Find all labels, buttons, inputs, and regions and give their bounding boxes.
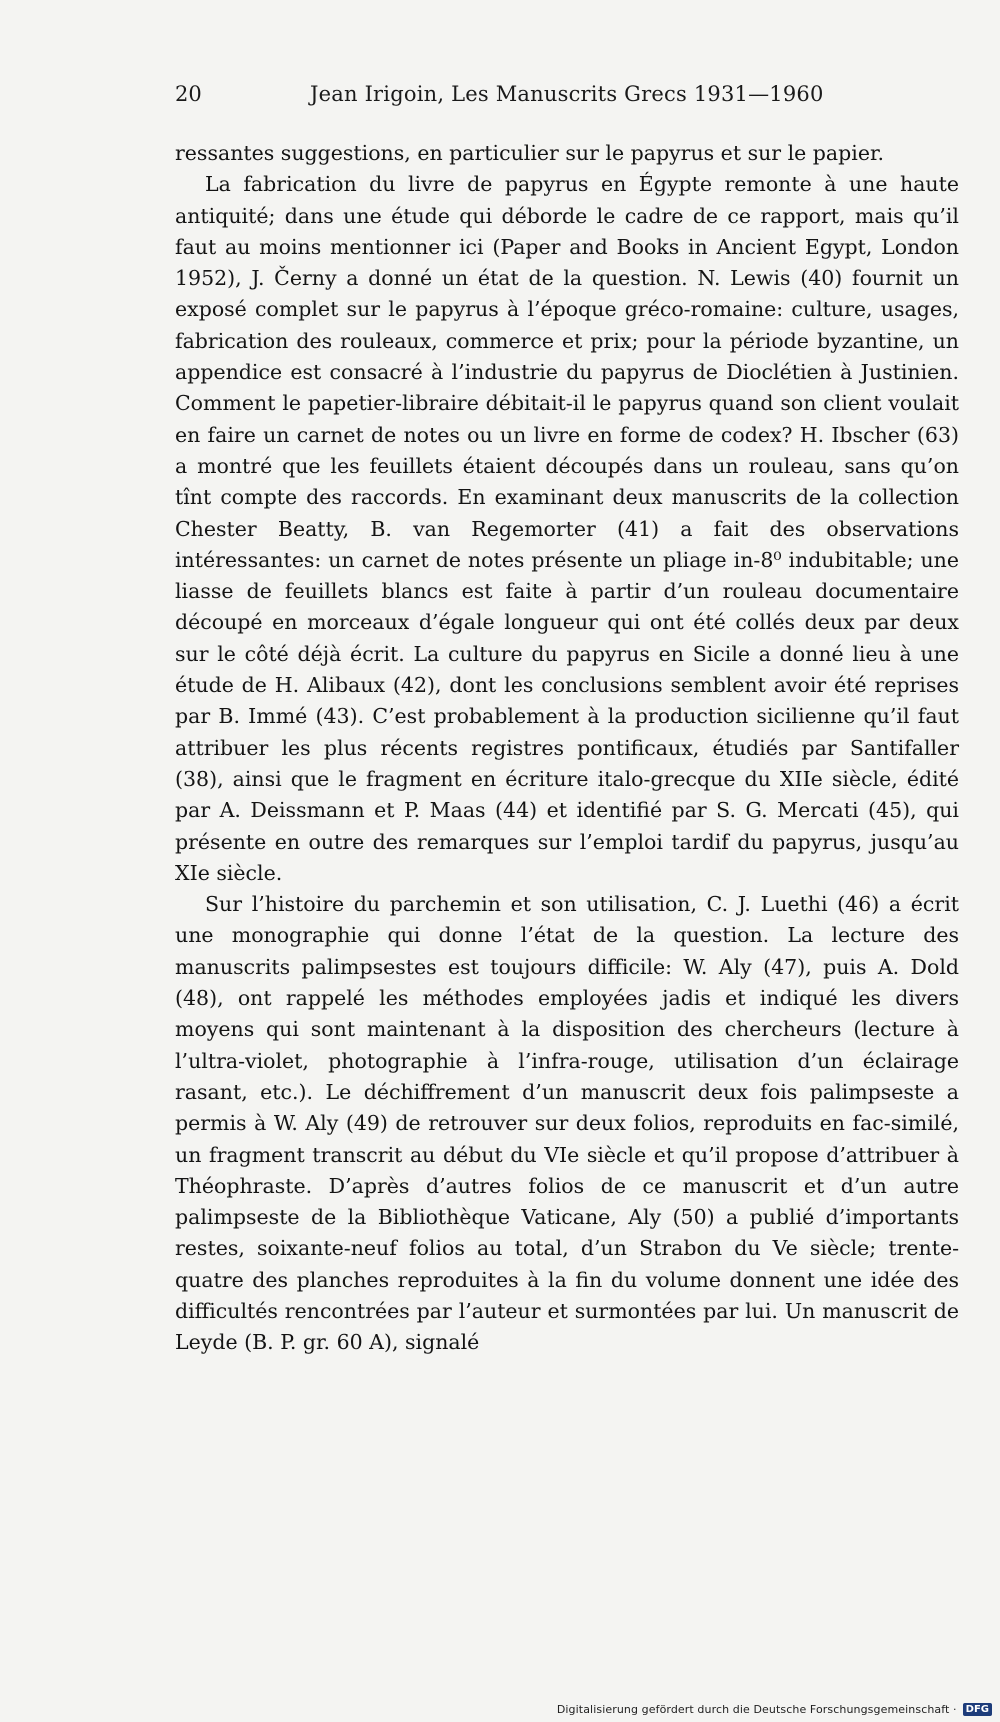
page-number: 20 xyxy=(175,82,202,106)
dfg-logo: DFG xyxy=(963,1703,992,1716)
paragraph: ressantes suggestions, en particulier sur le papyrus et sur le papier. xyxy=(175,141,885,165)
body-text xyxy=(175,138,959,1359)
running-head: Jean Irigoin, Les Manuscrits Grecs 1931—1960 xyxy=(310,82,824,106)
footer-credit: Digitalisierung gefördert durch die Deutsche Forschungsgemeinschaft · xyxy=(556,1702,957,1716)
page-header xyxy=(175,82,963,112)
paragraph: Sur l’histoire du parchemin et son utilisation, C. J. Luethi (46) a écrit une monographie qui donne l’état de la question. La lecture des manuscrits palimpsestes est toujours difficile: W. Aly (47), puis A. Dold (48), ont rappelé les méthodes employées jadis et indiqué les divers moyens qui sont maintenant à la disposition des chercheurs (lecture à l’ultra-violet, photographie à l’infra-rouge, utilisation d’un éclairage rasant, etc.). Le déchiffrement d’un manuscrit deux fois palimpseste a permis à W. Aly (49) de retrouver sur deux folios, reproduits en fac-similé, un fragment transcrit au début du VIe siècle et qu’il propose d’attribuer à Théophraste. D’après d’autres folios de ce manuscrit et d’un autre palimpseste de la Bibliothèque Vaticane, Aly (50) a publié d’importants restes, soixante-neuf folios au total, d’un Strabon du Ve siècle; trente-quatre des planches reproduites à la fin du volume donnent une idée des difficultés rencontrées par l’auteur et surmontées par lui. Un manuscrit de Leyde (B. P. gr. 60 A), signalé xyxy=(175,892,959,1355)
paragraph: La fabrication du livre de papyrus en Égypte remonte à une haute antiquité; dans une étude qui déborde le cadre de ce rapport, mais qu’il faut au moins mentionner ici (Paper and Books in Ancient Egypt, London 1952), J. Černy a donné un état de la question. N. Lewis (40) fournit un exposé complet sur le papyrus à l’époque gréco-romaine: culture, usages, fabrication des rouleaux, commerce et prix; pour la période byzantine, un appendice est consacré à l’industrie du papyrus de Dioclétien à Justinien. Comment le papetier-libraire débitait-il le papyrus quand son client voulait en faire un carnet de notes ou un livre en forme de codex? H. Ibscher (63) a montré que les feuillets étaient découpés dans un rouleau, sans qu’on tînt compte des raccords. En examinant deux manuscrits de la collection Chester Beatty, B. van Regemorter (41) a fait des observations intéressantes: un carnet de notes présente un pliage in-8⁰ indubitable; une liasse de feuillets blancs est faite à partir d’un rouleau documentaire découpé en morceaux d’égale longueur qui ont été collés deux par deux sur le côté déjà écrit. La culture du papyrus en Sicile a donné lieu à une étude de H. Alibaux (42), dont les conclusions semblent avoir été reprises par B. Immé (43). C’est probablement à la production sicilienne qu’il faut attribuer les plus récents registres pontificaux, étudiés par Santifaller (38), ainsi que le fragment en écriture italo-grecque du XIIe siècle, édité par A. Deissmann et P. Maas (44) et identifié par S. G. Mercati (45), qui présente en outre des remarques sur l’emploi tardif du papyrus, jusqu’au XIe siècle. xyxy=(175,172,959,885)
digitization-footer xyxy=(557,1700,992,1718)
